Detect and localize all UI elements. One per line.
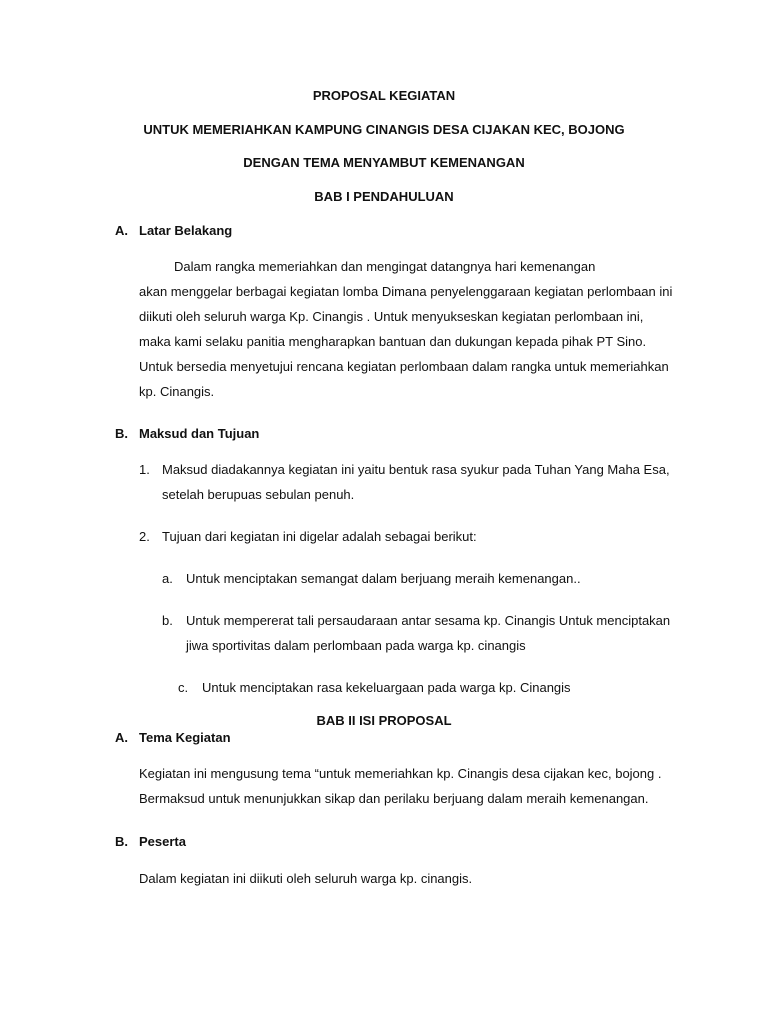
section-marker-b: B. — [115, 426, 128, 441]
sub-list-item-b-line: jiwa sportivitas dalam perlombaan pada warga kp. cinangis — [186, 638, 526, 653]
paragraph-line: maka kami selaku panitia mengharapkan bantuan dan dukungan kepada pihak PT Sino. — [139, 334, 647, 349]
document-theme: DENGAN TEMA MENYAMBUT KEMENANGAN — [243, 155, 525, 170]
paragraph-line: Untuk bersedia menyetujui rencana kegiatan perlombaan dalam rangka untuk memeriahkan — [139, 359, 669, 374]
list-marker-1: 1. — [139, 462, 150, 477]
paragraph-line: Kegiatan ini mengusung tema “untuk memeriahkan kp. Cinangis desa cijakan kec, bojong . — [139, 766, 662, 781]
section-marker-b: B. — [115, 834, 128, 849]
section-title-tema-kegiatan: Tema Kegiatan — [139, 730, 231, 745]
section-marker-a: A. — [115, 223, 128, 238]
chapter-heading-bab2: BAB II ISI PROPOSAL — [316, 713, 452, 728]
sub-list-item-b-line: Untuk mempererat tali persaudaraan antar sesama kp. Cinangis Untuk menciptakan — [186, 613, 671, 628]
sub-list-marker-b: b. — [162, 613, 173, 628]
section-title-peserta: Peserta — [139, 834, 186, 849]
section-title-maksud-tujuan: Maksud dan Tujuan — [139, 426, 260, 441]
sub-list-marker-a: a. — [162, 571, 173, 586]
paragraph-line: diikuti oleh seluruh warga Kp. Cinangis . Untuk menyukseskan kegiatan perlombaan ini, — [139, 309, 644, 324]
sub-list-marker-c: c. — [178, 680, 189, 695]
sub-list-item-a: Untuk menciptakan semangat dalam berjuang meraih kemenangan.. — [186, 571, 581, 586]
section-marker-a: A. — [115, 730, 128, 745]
paragraph-line: Dalam rangka memeriahkan dan mengingat datangnya hari kemenangan — [174, 259, 596, 274]
paragraph-line: Bermaksud untuk menunjukkan sikap dan perilaku berjuang dalam meraih kemenangan. — [139, 791, 649, 806]
document-title: PROPOSAL KEGIATAN — [312, 88, 456, 103]
section-title-latar-belakang: Latar Belakang — [139, 223, 233, 238]
list-item-2: Tujuan dari kegiatan ini digelar adalah sebagai berikut: — [162, 529, 477, 544]
list-item-1-line: Maksud diadakannya kegiatan ini yaitu bentuk rasa syukur pada Tuhan Yang Maha Esa, — [162, 462, 670, 477]
list-marker-2: 2. — [139, 529, 150, 544]
chapter-heading-bab1: BAB I PENDAHULUAN — [314, 189, 454, 204]
paragraph-line: Dalam kegiatan ini diikuti oleh seluruh warga kp. cinangis. — [139, 871, 473, 886]
paragraph-line: akan menggelar berbagai kegiatan lomba Dimana penyelenggaraan kegiatan perlombaan ini — [139, 284, 673, 299]
sub-list-item-c: Untuk menciptakan rasa kekeluargaan pada warga kp. Cinangis — [202, 680, 571, 695]
list-item-1-line: setelah berupuas sebulan penuh. — [162, 487, 355, 502]
paragraph-line: kp. Cinangis. — [139, 384, 215, 399]
document-subtitle: UNTUK MEMERIAHKAN KAMPUNG CINANGIS DESA CIJAKAN KEC, BOJONG — [143, 122, 625, 137]
